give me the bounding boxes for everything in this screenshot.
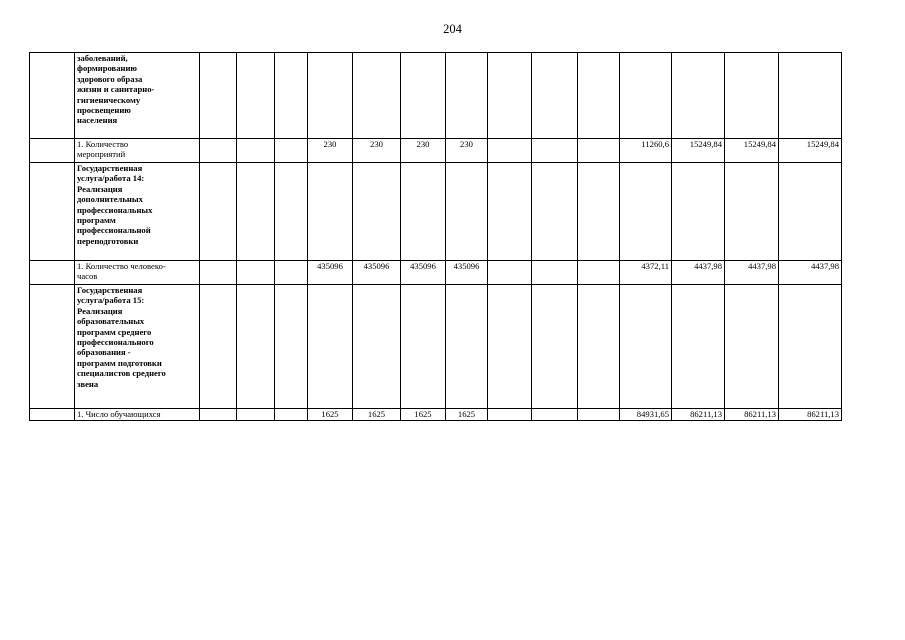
empty-cell <box>353 285 401 409</box>
empty-cell <box>446 163 488 261</box>
empty-cell <box>275 139 308 163</box>
empty-cell <box>401 285 446 409</box>
label-line: Реализация <box>77 183 123 194</box>
empty-cell <box>237 53 275 139</box>
empty-cell <box>237 409 275 421</box>
empty-cell <box>237 285 275 409</box>
label-line: специалистов среднего <box>77 368 166 379</box>
empty-cell <box>30 139 75 163</box>
label-line: профессиональной <box>77 225 151 236</box>
empty-cell <box>200 139 237 163</box>
label-line: Государственная <box>77 163 143 173</box>
empty-cell <box>578 53 620 139</box>
empty-cell <box>578 285 620 409</box>
label-line: населения <box>77 115 118 126</box>
empty-cell <box>446 285 488 409</box>
service-row <box>30 53 842 139</box>
label-line: часов <box>77 271 98 282</box>
empty-cell <box>620 53 672 139</box>
empty-cell <box>275 163 308 261</box>
indicator-name-cell <box>75 139 200 163</box>
page-number: 204 <box>443 22 462 36</box>
label-line: Реализация <box>77 305 123 316</box>
label-line: услуга/работа 15: <box>77 295 145 306</box>
label-line: переподготовки <box>77 235 139 246</box>
empty-cell <box>488 139 532 163</box>
cost-value-cell: 11260,6 <box>620 139 672 163</box>
cost-value-cell: 15249,84 <box>672 139 725 163</box>
empty-cell <box>725 163 779 261</box>
empty-cell <box>30 261 75 285</box>
empty-cell <box>779 163 842 261</box>
empty-cell <box>672 53 725 139</box>
empty-cell <box>532 163 578 261</box>
label-line: 1. Количество человеко- <box>77 261 166 271</box>
empty-cell <box>275 285 308 409</box>
cost-value-cell: 15249,84 <box>779 139 842 163</box>
empty-cell <box>30 285 75 409</box>
label-line: услуга/работа 14: <box>77 173 145 184</box>
empty-cell <box>401 53 446 139</box>
label-line: дополнительных <box>77 194 143 205</box>
cost-value-cell: 4437,98 <box>725 261 779 285</box>
service-row <box>30 163 842 261</box>
empty-cell <box>578 163 620 261</box>
empty-cell <box>30 409 75 421</box>
service-name-cell <box>75 285 200 409</box>
empty-cell <box>488 409 532 421</box>
empty-cell <box>353 163 401 261</box>
service-row <box>30 285 842 409</box>
label-line: жизни и санитарно- <box>77 84 155 95</box>
cost-value-cell: 86211,13 <box>672 409 725 421</box>
label-line: программ среднего <box>77 326 152 337</box>
empty-cell <box>200 53 237 139</box>
label-line: программ <box>77 215 116 226</box>
empty-cell <box>308 163 353 261</box>
empty-cell <box>237 139 275 163</box>
empty-cell <box>779 53 842 139</box>
empty-cell <box>30 163 75 261</box>
cost-value-cell: 4372,11 <box>620 261 672 285</box>
empty-cell <box>275 261 308 285</box>
volume-value-cell: 230 <box>446 139 488 163</box>
label-line: Государственная <box>77 285 143 295</box>
empty-cell <box>532 409 578 421</box>
indicator-row <box>30 139 842 163</box>
empty-cell <box>237 163 275 261</box>
cost-value-cell: 4437,98 <box>672 261 725 285</box>
label-line: здорового образа <box>77 73 143 84</box>
label-line: образования - <box>77 347 131 358</box>
empty-cell <box>532 139 578 163</box>
volume-value-cell: 435096 <box>446 261 488 285</box>
empty-cell <box>353 53 401 139</box>
volume-value-cell: 1625 <box>401 409 446 421</box>
label-line: 1. Количество <box>77 139 129 149</box>
table-body <box>30 53 842 421</box>
empty-cell <box>578 139 620 163</box>
indicator-row <box>30 409 842 421</box>
cost-value-cell: 86211,13 <box>725 409 779 421</box>
label-line: заболеваний, <box>77 53 128 63</box>
empty-cell <box>725 53 779 139</box>
service-name-cell <box>75 53 200 139</box>
volume-value-cell: 435096 <box>401 261 446 285</box>
label-line: просвещению <box>77 105 131 116</box>
cost-value-cell: 4437,98 <box>779 261 842 285</box>
empty-cell <box>620 163 672 261</box>
volume-value-cell: 230 <box>308 139 353 163</box>
label-line: профессиональных <box>77 204 153 215</box>
indicator-name-cell <box>75 409 200 421</box>
volume-value-cell: 435096 <box>308 261 353 285</box>
empty-cell <box>488 285 532 409</box>
volume-value-cell: 1625 <box>446 409 488 421</box>
empty-cell <box>401 163 446 261</box>
label-line: 1. Число обучающихся <box>77 409 161 419</box>
empty-cell <box>200 261 237 285</box>
empty-cell <box>488 261 532 285</box>
empty-cell <box>275 409 308 421</box>
empty-cell <box>488 53 532 139</box>
indicator-name-cell <box>75 261 200 285</box>
label-line: звена <box>77 378 99 389</box>
label-line: мероприятий <box>77 149 126 160</box>
empty-cell <box>532 261 578 285</box>
empty-cell <box>488 163 532 261</box>
data-table <box>29 52 842 421</box>
label-line: профессионального <box>77 337 154 348</box>
empty-cell <box>308 285 353 409</box>
empty-cell <box>200 285 237 409</box>
empty-cell <box>672 285 725 409</box>
volume-value-cell: 1625 <box>308 409 353 421</box>
indicator-row <box>30 261 842 285</box>
empty-cell <box>532 285 578 409</box>
empty-cell <box>275 53 308 139</box>
volume-value-cell: 1625 <box>353 409 401 421</box>
empty-cell <box>308 53 353 139</box>
volume-value-cell: 230 <box>353 139 401 163</box>
empty-cell <box>578 261 620 285</box>
empty-cell <box>532 53 578 139</box>
cost-value-cell: 86211,13 <box>779 409 842 421</box>
empty-cell <box>200 163 237 261</box>
cost-value-cell: 15249,84 <box>725 139 779 163</box>
empty-cell <box>446 53 488 139</box>
empty-cell <box>200 409 237 421</box>
empty-cell <box>578 409 620 421</box>
label-line: программ подготовки <box>77 357 162 368</box>
empty-cell <box>237 261 275 285</box>
volume-value-cell: 230 <box>401 139 446 163</box>
empty-cell <box>620 285 672 409</box>
service-name-cell <box>75 163 200 261</box>
empty-cell <box>30 53 75 139</box>
volume-value-cell: 435096 <box>353 261 401 285</box>
empty-cell <box>672 163 725 261</box>
empty-cell <box>725 285 779 409</box>
cost-value-cell: 84931,65 <box>620 409 672 421</box>
label-line: гигиеническому <box>77 94 141 105</box>
label-line: формированию <box>77 63 137 74</box>
empty-cell <box>779 285 842 409</box>
label-line: образовательных <box>77 316 145 327</box>
